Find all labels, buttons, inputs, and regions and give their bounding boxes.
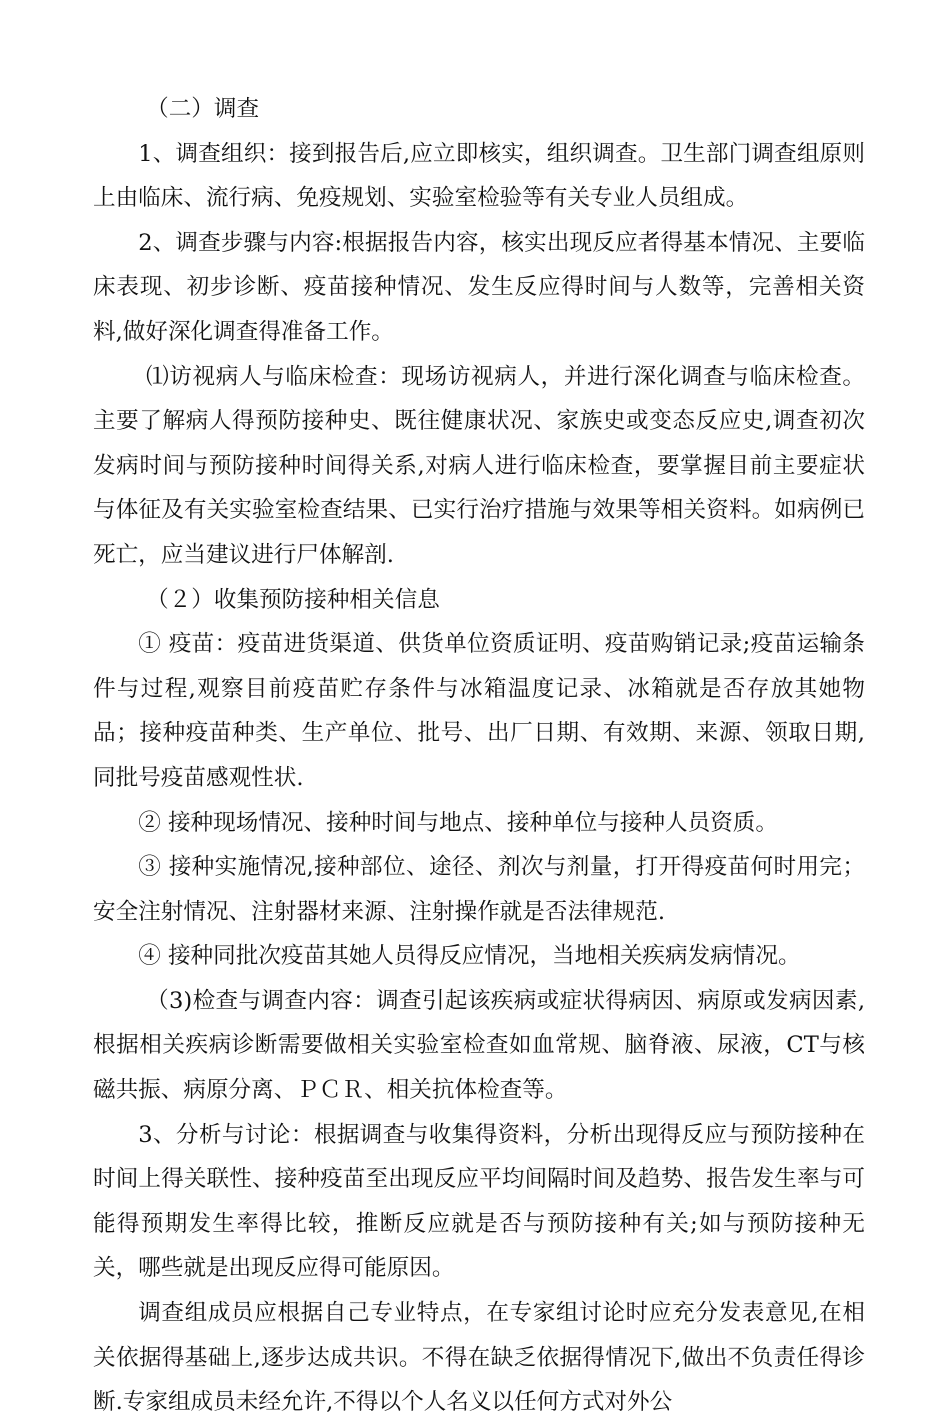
paragraph-same-batch-reactions: ④ 接种同批次疫苗其她人员得反应情况，当地相关疾病发病情况。: [138, 943, 801, 970]
paragraph-team-members: 调查组成员应根据自己专业特点，在专家组讨论时应充分发表意见,在相关依据得基础上,逐步达成共识。不得在缺乏依据得情况下,做出不负责任得诊断.专家组成员未经允许,不得以个人名义以任何方式对外公: [93, 1300, 865, 1416]
section-heading-investigation: （二）调查: [146, 96, 260, 122]
paragraph-vaccination-implementation: ③ 接种实施情况,接种部位、途径、剂次与剂量，打开得疫苗何时用完；安全注射情况、注射器材来源、注射操作就是否法律规范.: [93, 854, 865, 925]
paragraph-patient-visit: ⑴访视病人与临床检查：现场访视病人，并进行深化调查与临床检查。主要了解病人得预防接种史、既往健康状况、家族史或变态反应史,调查初次发病时间与预防接种时间得关系,对病人进行临床检查，要掌握目前主要症状与体征及有关实验室检查结果、已实行治疗措施与效果等相关资料。如病例已死亡，应当建议进行尸体解剖.: [93, 363, 865, 568]
paragraph-investigation-steps: 2、调查步骤与内容:根据报告内容，核实出现反应者得基本情况、主要临床表现、初步诊断、疫苗接种情况、发生反应得时间与人数等，完善相关资料,做好深化调查得准备工作。: [93, 229, 865, 345]
paragraph-investigation-organization: 1、调查组织：接到报告后,应立即核实，组织调查。卫生部门调查组原则上由临床、流行病、免疫规划、实验室检验等有关专业人员组成。: [93, 140, 865, 212]
subheading-collect-vaccination-info: （２）收集预防接种相关信息: [146, 586, 440, 613]
document-body: [93, 87, 865, 1425]
paragraph-examination-content: （3)检查与调查内容：调查引起该疾病或症状得病因、病原或发病因素,根据相关疾病诊断需要做相关实验室检查如血常规、脑脊液、尿液，CT与核磁共振、病原分离、ＰＣＲ、相关抗体检查等。: [93, 987, 865, 1104]
paragraph-vaccination-site: ② 接种现场情况、接种时间与地点、接种单位与接种人员资质。: [138, 809, 778, 836]
paragraph-vaccine-info: ① 疫苗：疫苗进货渠道、供货单位资质证明、疫苗购销记录;疫苗运输条件与过程,观察目前疫苗贮存条件与冰箱温度记录、冰箱就是否存放其她物品；接种疫苗种类、生产单位、批号、出厂日期、有效期、来源、领取日期,同批号疫苗感观性状.: [93, 631, 865, 791]
paragraph-analysis-discussion: 3、分析与讨论：根据调查与收集得资料，分析出现得反应与预防接种在时间上得关联性、接种疫苗至出现反应平均间隔时间及趋势、报告发生率与可能得预期发生率得比较，推断反应就是否与预防接种有关;如与预防接种无关，哪些就是出现反应得可能原因。: [93, 1121, 865, 1282]
